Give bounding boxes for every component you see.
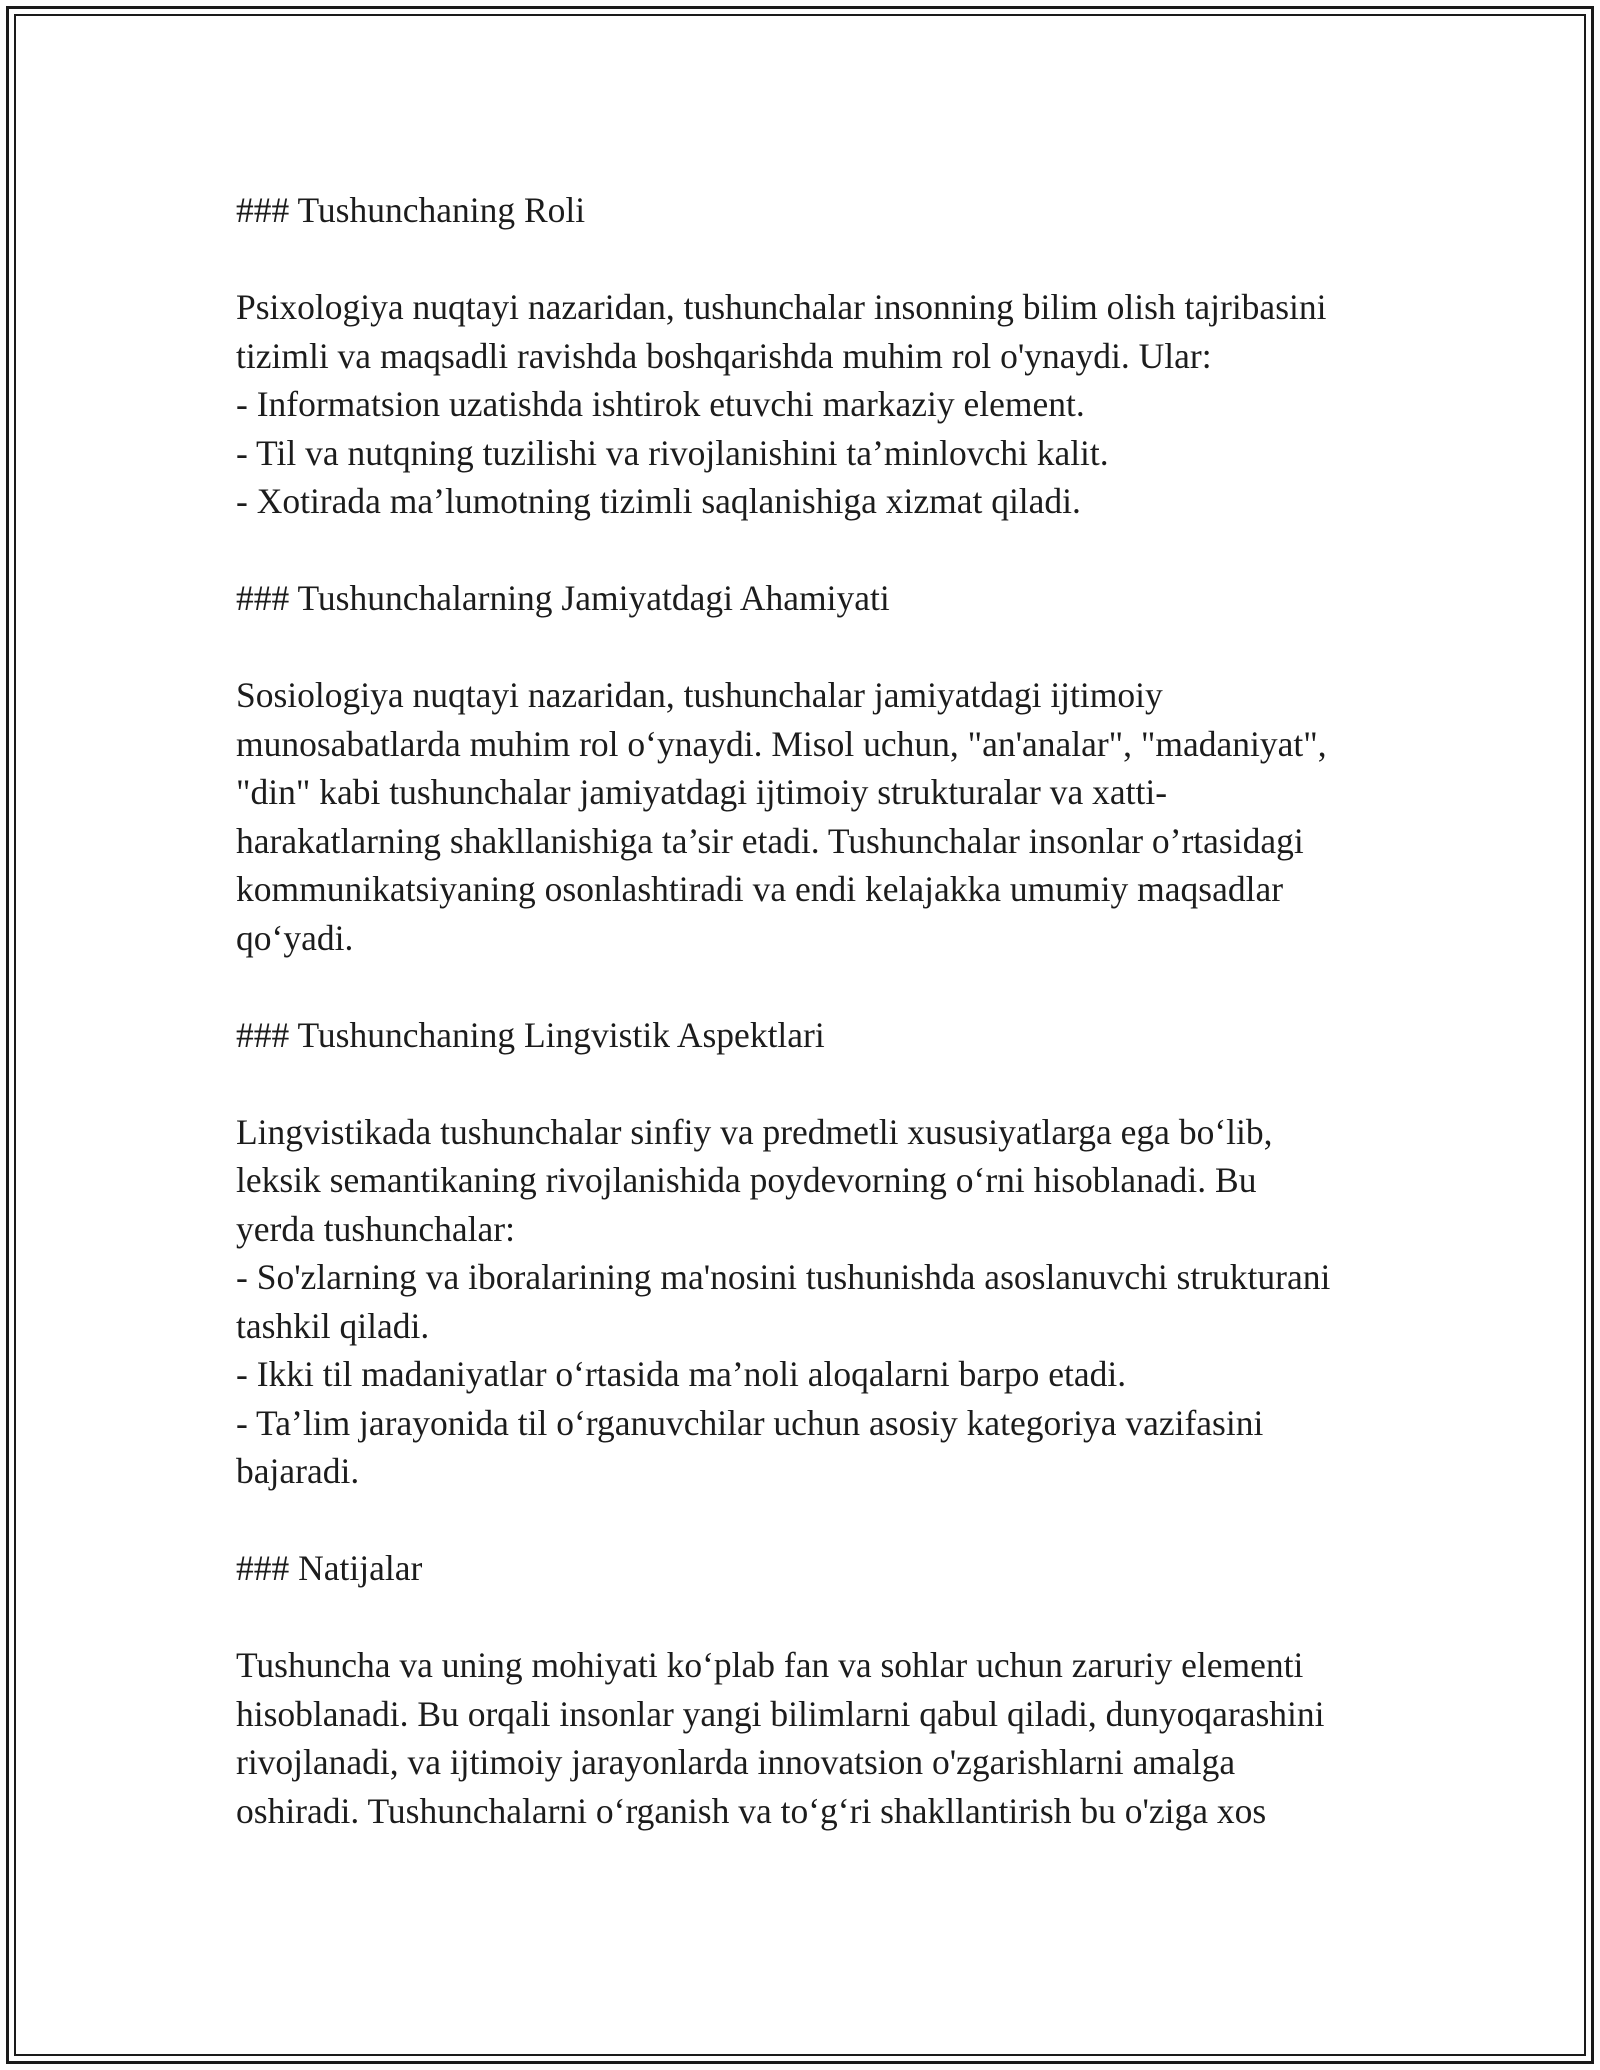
- text-line: Tushuncha va uning mohiyati koʻplab fan va sohlar uchun zaruriy elementi: [236, 1645, 1304, 1685]
- text-line: Sosiologiya nuqtayi nazaridan, tushunchalar jamiyatdagi ijtimoiy: [236, 675, 1163, 715]
- text-line: Psixologiya nuqtayi nazaridan, tushunchalar insonning bilim olish tajribasini: [236, 287, 1327, 327]
- spacer: [236, 623, 1386, 672]
- text-line: tizimli va maqsadli ravishda boshqarishda muhim rol o'ynaydi. Ular:: [236, 335, 1212, 376]
- spacer: [236, 1059, 1386, 1108]
- text-line: leksik semantikaning rivojlanishida poydevorning oʻrni hisoblanadi. Bu: [236, 1160, 1257, 1200]
- text-line: qoʻyadi.: [236, 917, 354, 958]
- paragraph: [236, 1641, 1386, 1835]
- text-line: hisoblanadi. Bu orqali insonlar yangi bilimlarni qabul qiladi, dunyoqarashini: [236, 1693, 1325, 1734]
- list-item: tashkil qiladi.: [236, 1305, 430, 1346]
- document-body: [236, 186, 1386, 1835]
- list-item: - So'zlarning va iboralarining ma'nosini tushunishda asoslanuvchi strukturani: [236, 1257, 1331, 1297]
- text-line: "din" kabi tushunchalar jamiyatdagi ijtimoiy strukturalar va xatti-: [236, 772, 1168, 812]
- list-item: - Xotirada ma’lumotning tizimli saqlanishiga xizmat qiladi.: [236, 481, 1081, 521]
- paragraph: [236, 283, 1386, 526]
- text-line: kommunikatsiyaning osonlashtiradi va endi kelajakka umumiy maqsadlar: [236, 869, 1284, 909]
- text-line: Lingvistikada tushunchalar sinfiy va predmetli xususiyatlarga ega boʻlib,: [236, 1111, 1273, 1152]
- text-line: oshiradi. Tushunchalarni oʻrganish va toʻgʻri shakllantirish bu o'ziga xos: [236, 1790, 1267, 1831]
- spacer: [236, 1496, 1386, 1545]
- list-item: bajaradi.: [236, 1451, 360, 1491]
- section-heading: ### Tushunchaning Roli: [236, 190, 586, 230]
- paragraph: [236, 1108, 1386, 1496]
- spacer: [236, 235, 1386, 284]
- text-line: yerda tushunchalar:: [236, 1208, 515, 1249]
- section-heading: ### Natijalar: [236, 1548, 423, 1588]
- text-line: rivojlanadi, va ijtimoiy jarayonlarda innovatsion o'zgarishlarni amalga: [236, 1742, 1236, 1782]
- spacer: [236, 526, 1386, 575]
- list-item: - Ta’lim jarayonida til oʻrganuvchilar uchun asosiy kategoriya vazifasini: [236, 1402, 1264, 1443]
- list-item: - Til va nutqning tuzilishi va rivojlanishini ta’minlovchi kalit.: [236, 432, 1109, 473]
- spacer: [236, 1593, 1386, 1642]
- text-line: munosabatlarda muhim rol oʻynaydi. Misol uchun, "an'analar", "madaniyat",: [236, 723, 1327, 764]
- list-item: - Ikki til madaniyatlar oʻrtasida ma’noli aloqalarni barpo etadi.: [236, 1354, 1127, 1394]
- list-item: - Informatsion uzatishda ishtirok etuvchi markaziy element.: [236, 384, 1085, 424]
- spacer: [236, 962, 1386, 1011]
- section-heading: ### Tushunchaning Lingvistik Aspektlari: [236, 1014, 825, 1055]
- section-heading: ### Tushunchalarning Jamiyatdagi Ahamiyati: [236, 578, 890, 618]
- text-line: harakatlarning shakllanishiga ta’sir etadi. Tushunchalar insonlar o’rtasidagi: [236, 820, 1304, 861]
- paragraph: [236, 671, 1386, 962]
